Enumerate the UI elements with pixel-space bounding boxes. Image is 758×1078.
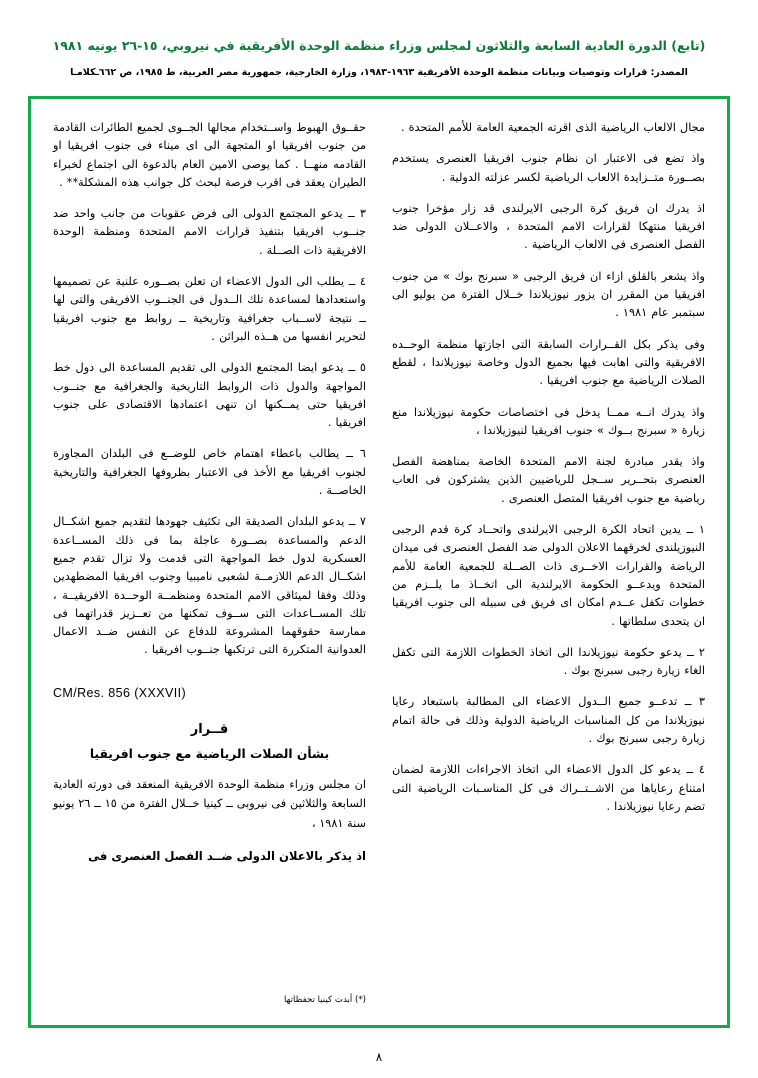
numbered-item: ٢ ــ يدعو حكومة نيوزيلاندا الى اتخاذ الخطوات اللازمة التى تكفل الغاء زيارة رجبى سبرنج بوك . <box>392 645 705 678</box>
page-number: ٨ <box>375 1050 383 1064</box>
paragraph: وفى يذكر بكل القــرارات السابقة التى اجازتها منظمة الوحــده الافريقية والتى اهابت فيها بجميع الدول وخاصة نيوزيلاندا ، لقطع الصلات الرياضية مع جنوب افريقيا . <box>392 337 705 388</box>
numbered-item: ٤ ــ يدعو كل الدول الاعضاء الى اتخاذ الاجراءات اللازمة لضمان امتناع رعاياها من الاشــتــراك فى كل المناسـبات الرياضية التى تضم رعايا نيوزيلاندا . <box>392 763 705 813</box>
column-left <box>53 119 366 1011</box>
resolution-closing-line: اذ يذكر بالاعلان الدولى ضــد الفصل العنصرى فى <box>88 848 366 863</box>
paragraph: حقــوق الهبوط واســتخدام مجالها الجــوى لجميع الطائرات القادمة من جنوب افريقيا او المتجهة الى اى ميناء فى جنوب افريقيا او القادمه منهــا . كما يوصى الامين العام بالدعوة الى اجتماع لخبراء الطيران يعقد فى اقرب فرصة لبحث كل جوانب هذه المشكلة** . <box>53 121 366 189</box>
header <box>0 0 758 80</box>
numbered-item: ٣ ــ تدعــو جميع الــدول الاعضاء الى المطالبة باستبعاد رعايا نيوزيلاندا من كل المناسبات الرياضية الدولية وذلك فى حالة اتمام زيارة رجبى سبرنج بوك . <box>392 695 705 746</box>
source-line: المصدر: قرارات وتوصيات وبيانات منظمة الوحدة الأفريقية ١٩٦٣-١٩٨٣، وزارة الخارجية، جمهورية مصر العربية، ط ١٩٨٥، ص ٦٦٢ـكلامـا <box>70 67 688 78</box>
paragraph: واذ تضع فى الاعتبار ان نظام جنوب افريقيا العنصرى يستخدم بصــورة متــزايدة الالعاب الرياضية لكسر عزلته الدولية . <box>392 152 705 184</box>
resolution-subheading: بشأن الصلات الرياضية مع جنوب افريقيا <box>89 746 330 761</box>
column-right <box>392 119 705 1011</box>
two-column-body <box>31 99 727 1025</box>
numbered-item: ٧ ــ يدعو البلدان الصديقة الى تكثيف جهودها لتقديم جميع اشكــال الدعم والمساعدة بصــورة عاجلة بما فى ذلك المســاعدة العسكرية لدول خط المواجهة التى قدمت ولا تزال تقدم جميع اشكــال الدعم اللازمــة لشعبى ناميبيا وجنوب افريقيا المضطهدين وذلك وفقا لميثاقى الامم المتحدة ومنظمــة الوحــدة الافريقيــة ، تلك المســاعدات التى ســوف تمكنها من تعــزيز قدراتهما فى ممارسة حقوقهما المشروعة للدفاع عن النفس ضــد الاعمال العدوانية المتكررة التى ترتكبها جنــوب افريقيا . <box>53 515 366 657</box>
paragraph: مجال الالعاب الرياضية الذى اقرته الجمعية العامة للأمم المتحدة . <box>400 121 705 134</box>
footnote: (*) أبدت كينيا تحفظاتها <box>284 995 366 1005</box>
numbered-item: ٦ ــ يطالب باعطاء اهتمام خاص للوضــع فى البلدان المجاورة لجنوب افريقيا مع الأخذ فى الاعتبار بظروفها الجغرافية والتاريخية الخاصــة . <box>53 447 366 498</box>
numbered-item: ٥ ــ يدعو ايضا المجتمع الدولى الى تقديم المساعدة الى دول خط المواجهة والدول ذات الروابط التاريخية والجغرافية مع جنــوب افريقيا حتى يمــكنها ان تنهى اعتمادها الاقتصادى على جنوب افريقيا . <box>53 361 366 430</box>
paragraph: واذ يشعر بالقلق ازاء ان فريق الرجبى « سبرنج بوك » من جنوب افريقيا من المقرر ان يزور نيوزيلاندا خــلال الفترة من يوليو الى سبتمبر عام ١٩٨١ . <box>392 269 705 320</box>
resolution-body: ان مجلس وزراء منظمة الوحدة الافريقية المنعقد فى دورته العادية السابعة والثلاثين فى نيروبى ــ كينيا خــلال الفترة من ١٥ ــ ٢٦ يونيو سنة ١٩٨١ ، <box>53 777 366 830</box>
paragraph: اذ يدرك ان فريق كرة الرجبى الايرلندى قد زار مؤخرا جنوب افريقيا منتهكا لقرارات الامم المتحدة ، والاعــلان الدولى ضد الفصل العنصرى فى الالعاب الرياضية . <box>392 201 705 252</box>
numbered-item: ٣ ــ يدعو المجتمع الدولى الى فرض عقوبات من جانب واحد ضد جنــوب افريقيا بتنفيذ قرارات الامم المتحدة ومنظمة الوحدة الافريقية ذات الصــلة . <box>53 207 366 257</box>
resolution-number: CM/Res. 856 (XXXVII) <box>53 685 187 700</box>
numbered-item: ٤ ــ يطلب الى الدول الاعضاء ان تعلن بصــوره علنية عن تصميمها واستعدادها لمساعدة تلك الــدول فى الجنــوب الافريقى والتى لها ــ نتيجة لاســباب جغرافية وتاريخية ــ روابط مع جنوب افريقيا لتحرير انفسها من هــذه البراثن . <box>53 275 366 343</box>
paragraph: واذ يقدر مبادرة لجنة الامم المتحدة الخاصة بمناهضة الفصل العنصرى بتحــرير ســجل للرياضيين الذين يشتركون فى العاب رياضية مع جنوب افريقيا المتصل العنصرى . <box>392 455 705 505</box>
content-frame <box>28 96 730 1028</box>
paragraph: واذ يدرك انــه ممــا يدخل فى اختصاصات حكومة نيوزيلاندا منع زيارة « سبرنج بــوك » جنوب افريقيا لنيوزيلاندا ، <box>392 405 705 437</box>
resolution-heading: قــرار <box>190 721 229 737</box>
page-title: (تابع) الدورة العادية السابعة والثلاثون لمجلس وزراء منظمة الوحدة الأفريقية في نيروبي، ١٥-٢٦ يونيه ١٩٨١ <box>52 38 706 53</box>
numbered-item: ١ ــ يدين اتحاد الكرة الرجبى الايرلندى واتحــاد كرة قدم الرجبى النيوزيلندى لخرقهما الاعلان الدولى ضد الفصل العنصرى فى ميدان الرياضة والقرارات الاخــرى ذات الصــلة للجمعية العامة للأمم المتحدة ويدعــو الحكومة الايرلندية الى اتخــاذ ما يلــزم من خطوات تكفل عــدم امكان اى فريق فى سبيله الى جنوب افريقيا ان يتحدى سلطاتها . <box>392 523 705 628</box>
